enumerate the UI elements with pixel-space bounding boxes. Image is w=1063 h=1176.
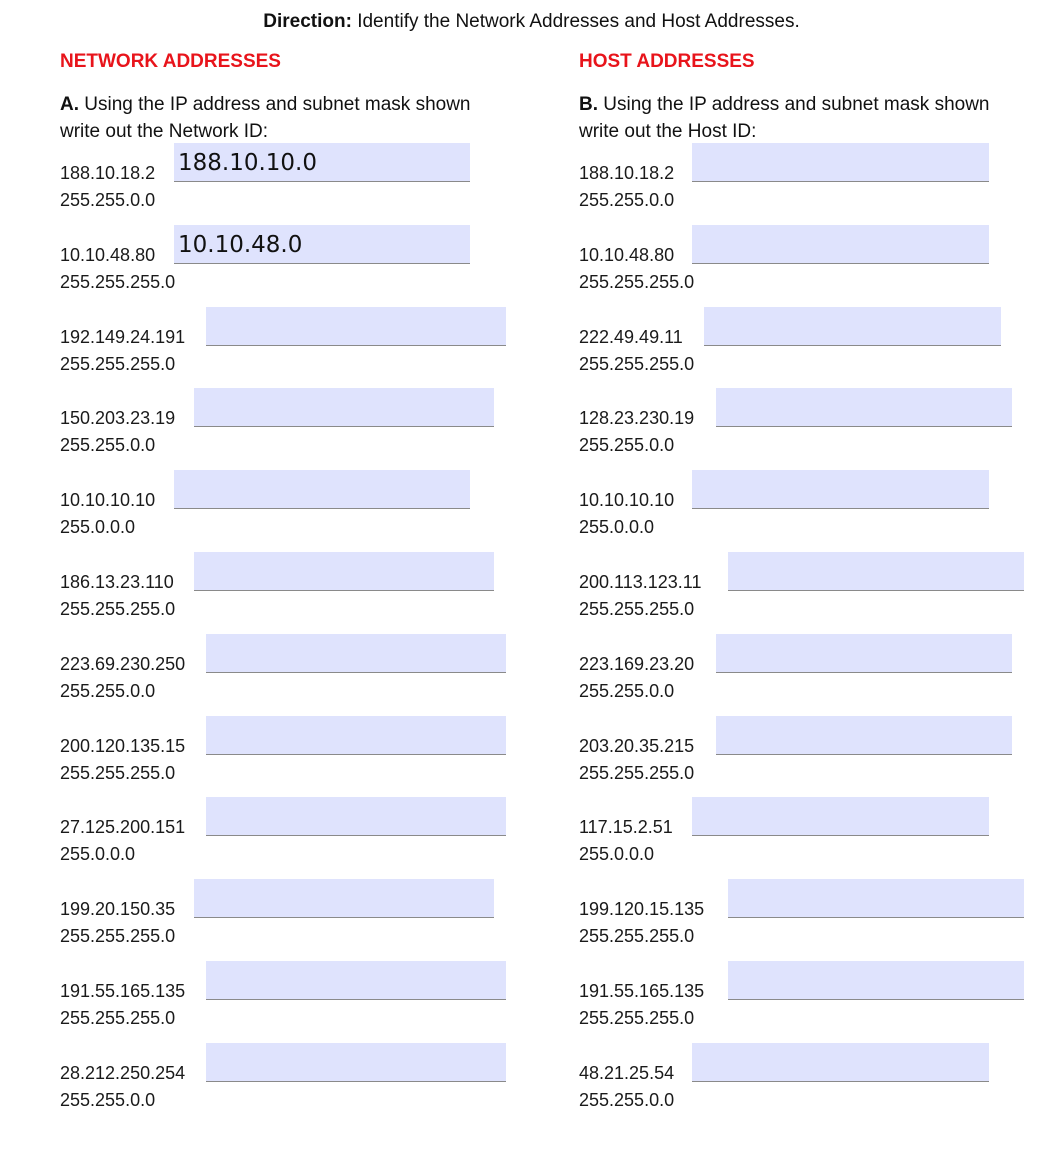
answer-underline — [704, 345, 1001, 346]
host-answer-field-2[interactable] — [692, 225, 989, 263]
network-ip-label: 199.20.150.35 — [60, 899, 176, 919]
host-ip-label: 199.120.15.135 — [579, 899, 705, 919]
host-mask-label: 255.255.0.0 — [579, 1090, 675, 1110]
network-mask-label: 255.0.0.0 — [60, 844, 136, 864]
host-ip-label: 223.169.23.20 — [579, 654, 695, 674]
answer-underline — [206, 999, 506, 1000]
host-mask-label: 255.255.255.0 — [579, 354, 695, 374]
answer-underline — [174, 508, 470, 509]
host-mask-label: 255.255.255.0 — [579, 599, 695, 619]
network-instruction — [60, 91, 500, 145]
network-mask-label: 255.0.0.0 — [60, 517, 136, 537]
host-ip-label: 117.15.2.51 — [579, 817, 673, 837]
network-answer-field-2[interactable] — [174, 225, 470, 263]
answer-underline — [174, 263, 470, 264]
network-mask-label: 255.255.0.0 — [60, 681, 156, 701]
network-mask-label: 255.255.255.0 — [60, 763, 176, 783]
network-mask-label: 255.255.0.0 — [60, 190, 156, 210]
host-answer-field-7[interactable] — [716, 634, 1012, 672]
network-addresses-heading: NETWORK ADDRESSES — [60, 51, 281, 72]
host-answer-field-11[interactable] — [728, 961, 1024, 999]
network-ip-label: 27.125.200.151 — [60, 817, 186, 837]
host-answer-field-9[interactable] — [692, 797, 989, 835]
answer-underline — [692, 835, 989, 836]
host-answer-field-1[interactable] — [692, 143, 989, 181]
host-ip-label: 200.113.123.11 — [579, 572, 702, 592]
host-ip-label: 188.10.18.2 — [579, 163, 675, 183]
answer-underline — [728, 917, 1024, 918]
network-ip-label: 150.203.23.19 — [60, 408, 176, 428]
answer-underline — [728, 999, 1024, 1000]
host-ip-label: 48.21.25.54 — [579, 1063, 675, 1083]
answer-underline — [194, 590, 494, 591]
answer-underline — [206, 345, 506, 346]
host-ip-label: 191.55.165.135 — [579, 981, 705, 1001]
host-ip-label: 203.20.35.215 — [579, 736, 695, 756]
host-ip-label: 10.10.48.80 — [579, 245, 675, 265]
network-answer-field-9[interactable] — [206, 797, 506, 835]
network-answer-field-1[interactable] — [174, 143, 470, 181]
network-answer-field-11[interactable] — [206, 961, 506, 999]
network-mask-label: 255.255.255.0 — [60, 1008, 176, 1028]
network-answer-field-10[interactable] — [194, 879, 494, 917]
network-ip-label: 28.212.250.254 — [60, 1063, 186, 1083]
network-instruction-letter: A. — [60, 94, 79, 115]
network-answer-field-6[interactable] — [194, 552, 494, 590]
host-answer-field-12[interactable] — [692, 1043, 989, 1081]
network-ip-label: 192.149.24.191 — [60, 327, 186, 347]
host-mask-label: 255.0.0.0 — [579, 844, 655, 864]
answer-underline — [206, 672, 506, 673]
host-instruction — [579, 91, 1019, 145]
answer-underline — [174, 181, 470, 182]
direction-text — [0, 11, 1063, 33]
answer-underline — [728, 590, 1024, 591]
answer-underline — [206, 835, 506, 836]
network-mask-label: 255.255.255.0 — [60, 926, 176, 946]
host-answer-field-3[interactable] — [704, 307, 1001, 345]
host-mask-label: 255.255.255.0 — [579, 1008, 695, 1028]
network-ip-label: 191.55.165.135 — [60, 981, 186, 1001]
network-instruction-text: Using the IP address and subnet mask shown write out the Network ID: — [60, 94, 471, 142]
answer-underline — [206, 1081, 506, 1082]
host-answer-field-10[interactable] — [728, 879, 1024, 917]
answer-underline — [194, 917, 494, 918]
host-ip-label: 222.49.49.11 — [579, 327, 683, 347]
answer-underline — [692, 181, 989, 182]
answer-underline — [716, 754, 1012, 755]
network-mask-label: 255.255.255.0 — [60, 354, 176, 374]
host-mask-label: 255.255.0.0 — [579, 190, 675, 210]
network-ip-label: 10.10.48.80 — [60, 245, 156, 265]
network-answer-field-5[interactable] — [174, 470, 470, 508]
network-answer-field-12[interactable] — [206, 1043, 506, 1081]
host-mask-label: 255.255.255.0 — [579, 272, 695, 292]
answer-underline — [206, 754, 506, 755]
host-instruction-text: Using the IP address and subnet mask shown write out the Host ID: — [579, 94, 990, 142]
host-mask-label: 255.255.255.0 — [579, 926, 695, 946]
host-ip-label: 10.10.10.10 — [579, 490, 675, 510]
answer-underline — [692, 508, 989, 509]
answer-underline — [716, 672, 1012, 673]
host-ip-label: 128.23.230.19 — [579, 408, 695, 428]
host-mask-label: 255.0.0.0 — [579, 517, 655, 537]
direction-label: Direction: — [263, 11, 352, 32]
host-mask-label: 255.255.0.0 — [579, 435, 675, 455]
host-answer-field-5[interactable] — [692, 470, 989, 508]
answer-underline — [194, 426, 494, 427]
network-mask-label: 255.255.0.0 — [60, 1090, 156, 1110]
network-answer-field-8[interactable] — [206, 716, 506, 754]
network-mask-label: 255.255.255.0 — [60, 272, 176, 292]
network-ip-label: 186.13.23.110 — [60, 572, 174, 592]
network-mask-label: 255.255.0.0 — [60, 435, 156, 455]
host-mask-label: 255.255.255.0 — [579, 763, 695, 783]
network-mask-label: 255.255.255.0 — [60, 599, 176, 619]
host-answer-field-4[interactable] — [716, 388, 1012, 426]
network-answer-field-7[interactable] — [206, 634, 506, 672]
direction-body: Identify the Network Addresses and Host Addresses. — [351, 11, 800, 32]
network-ip-label: 223.69.230.250 — [60, 654, 186, 674]
network-ip-label: 200.120.135.15 — [60, 736, 186, 756]
answer-underline — [692, 263, 989, 264]
network-ip-label: 188.10.18.2 — [60, 163, 156, 183]
host-addresses-heading: HOST ADDRESSES — [579, 51, 755, 72]
host-answer-field-6[interactable] — [728, 552, 1024, 590]
host-mask-label: 255.255.0.0 — [579, 681, 675, 701]
network-answer-field-4[interactable] — [194, 388, 494, 426]
answer-underline — [716, 426, 1012, 427]
network-ip-label: 10.10.10.10 — [60, 490, 156, 510]
host-instruction-letter: B. — [579, 94, 598, 115]
host-answer-field-8[interactable] — [716, 716, 1012, 754]
network-answer-field-3[interactable] — [206, 307, 506, 345]
answer-underline — [692, 1081, 989, 1082]
